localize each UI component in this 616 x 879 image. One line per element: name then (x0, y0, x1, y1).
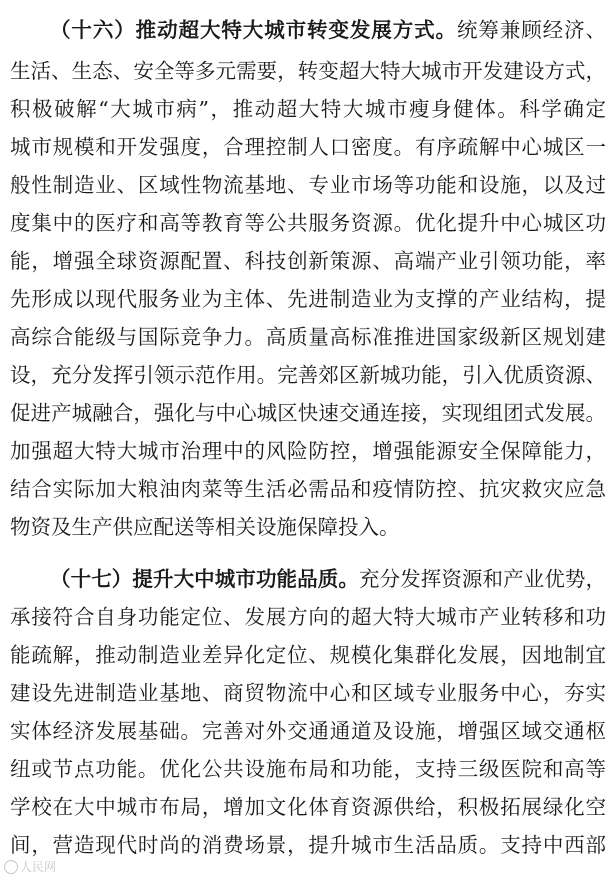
paragraph-17-line-1 (50, 561, 606, 597)
paragraph-16-line-3: 积极破解“大城市病”，推动超大特大城市瘦身健体。科学确定 (10, 97, 606, 121)
watermark-text: 人民网 (20, 860, 57, 874)
paragraph-17-line-4: 建设先进制造业基地、商贸物流中心和区域专业服务中心，夯实 (10, 681, 606, 705)
weibo-logo-icon (4, 860, 18, 874)
paragraph-17-line-8: 间，营造现代时尚的消费场景，提升城市生活品质。支持中西部 (10, 833, 606, 857)
paragraph-16-line-7: 能，增强全球资源配置、科技创新策源、高端产业引领功能，率 (10, 249, 606, 273)
paragraph-16-line-6: 度集中的医疗和高等教育等公共服务资源。优化提升中心城区功 (10, 211, 606, 235)
paragraph-16-line-11: 促进产城融合，强化与中心城区快速交通连接，实现组团式发展。 (10, 401, 606, 425)
paragraph-16-line-10: 设，充分发挥引领示范作用。完善郊区新城功能，引入优质资源、 (10, 363, 606, 387)
paragraph-17-line-5: 实体经济发展基础。完善对外交通通道及设施，增强区域交通枢 (10, 719, 606, 743)
paragraph-17-heading: （十七）提升大中城市功能品质。 (50, 567, 359, 591)
paragraph-17-line-1-text: 充分发挥资源和产业优势， (358, 567, 607, 591)
paragraph-16-line-9: 高综合能级与国际竞争力。高质量高标准推进国家级新区规划建 (10, 325, 606, 349)
paragraph-16-line-1 (50, 12, 606, 48)
paragraph-17-line-6: 纽或节点功能。优化公共设施布局和功能，支持三级医院和高等 (10, 757, 606, 781)
paragraph-16-line-1-text: 统筹兼顾经济、 (456, 18, 607, 42)
paragraph-17-line-2: 承接符合自身功能定位、发展方向的超大特大城市产业转移和功 (10, 605, 606, 629)
paragraph-16-line-12: 加强超大特大城市治理中的风险防控，增强能源安全保障能力， (10, 439, 606, 463)
paragraph-16-line-5: 般性制造业、区域性物流基地、专业市场等功能和设施，以及过 (10, 173, 606, 197)
paragraph-17-line-3: 能疏解，推动制造业差异化定位、规模化集群化发展，因地制宜 (10, 643, 606, 667)
watermark (4, 858, 56, 876)
paragraph-17-line-7: 学校在大中城市布局，增加文化体育资源供给，积极拓展绿化空 (10, 795, 606, 819)
paragraph-16-line-8: 先形成以现代服务业为主体、先进制造业为支撑的产业结构，提 (10, 287, 606, 311)
paragraph-16-line-2: 生活、生态、安全等多元需要，转变超大特大城市开发建设方式， (10, 59, 606, 83)
paragraph-16-line-4: 城市规模和开发强度，合理控制人口密度。有序疏解中心城区一 (10, 135, 606, 159)
paragraph-16-heading: （十六）推动超大特大城市转变发展方式。 (50, 18, 457, 42)
paragraph-16-line-13: 结合实际加大粮油肉菜等生活必需品和疫情防控、抗灾救灾应急 (10, 477, 606, 501)
paragraph-16-line-14: 物资及生产供应配送等相关设施保障投入。 (10, 515, 400, 539)
